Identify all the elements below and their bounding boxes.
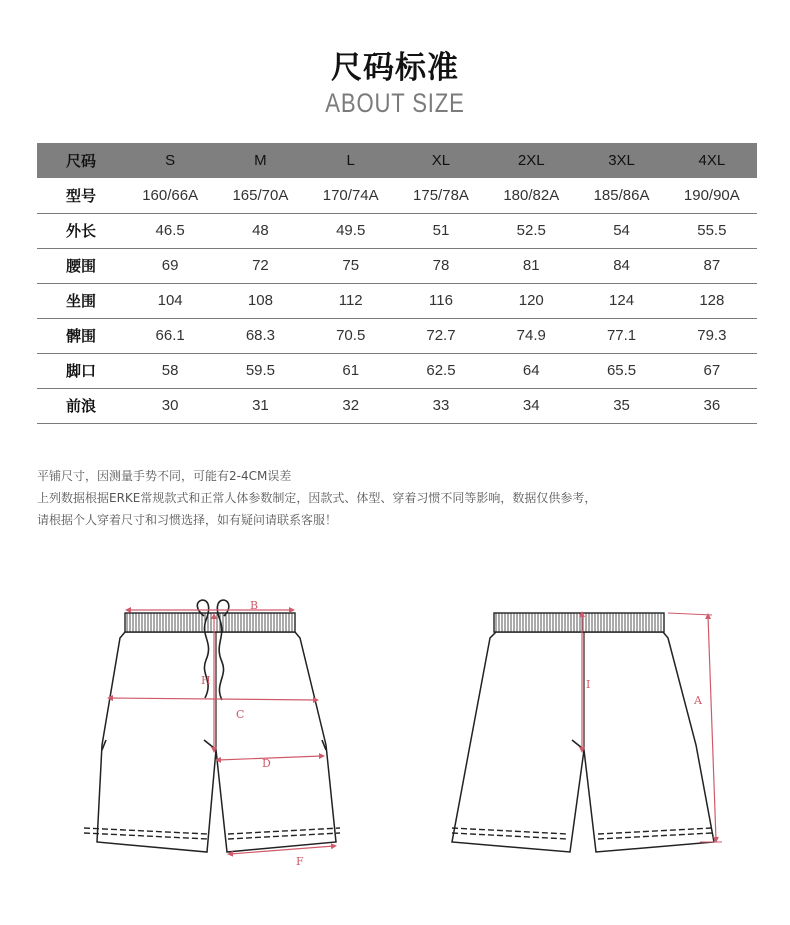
- measure-label-d: D: [262, 757, 271, 770]
- table-cell: 35: [576, 388, 666, 423]
- note-line: 上列数据根据ERKE常规款式和正常人体参数制定，因款式、体型、穿着习惯不同等影响，数据仅供参考，: [37, 491, 597, 505]
- measure-label-c: C: [236, 708, 245, 721]
- row-label: 腰围: [37, 248, 125, 283]
- column-header: L: [306, 143, 396, 178]
- column-header: 2XL: [486, 143, 576, 178]
- row-label: 前浪: [37, 388, 125, 423]
- row-label: 髀围: [37, 318, 125, 353]
- column-header: 4XL: [667, 143, 757, 178]
- table-cell: 68.3: [215, 318, 305, 353]
- table-cell: 67: [667, 353, 757, 388]
- shorts-measurement-diagram: [0, 580, 790, 880]
- row-label: 外长: [37, 213, 125, 248]
- table-cell: 34: [486, 388, 576, 423]
- table-cell: 112: [306, 283, 396, 318]
- note-line: 请根据个人穿着尺寸和习惯选择，如有疑问请联系客服！: [37, 513, 338, 527]
- table-cell: 59.5: [215, 353, 305, 388]
- table-cell: 87: [667, 248, 757, 283]
- table-cell: 32: [306, 388, 396, 423]
- measure-label-i: I: [586, 678, 591, 691]
- waistband-back: [494, 613, 664, 632]
- measure-label-a: A: [694, 694, 702, 707]
- table-cell: 52.5: [486, 213, 576, 248]
- table-row: [37, 283, 757, 318]
- waistband-front: [125, 613, 295, 632]
- table-cell: 180/82A: [486, 178, 576, 213]
- table-cell: 49.5: [306, 213, 396, 248]
- table-cell: 78: [396, 248, 486, 283]
- table-cell: 46.5: [125, 213, 215, 248]
- page-title: 尺码标准: [331, 50, 459, 86]
- size-table-header-row: [37, 143, 757, 178]
- shorts-back-view: [452, 613, 722, 852]
- table-cell: 75: [306, 248, 396, 283]
- table-cell: 51: [396, 213, 486, 248]
- table-cell: 70.5: [306, 318, 396, 353]
- table-row: [37, 248, 757, 283]
- table-cell: 170/74A: [306, 178, 396, 213]
- table-cell: 33: [396, 388, 486, 423]
- table-cell: 74.9: [486, 318, 576, 353]
- table-cell: 55.5: [667, 213, 757, 248]
- size-notes: [37, 465, 757, 531]
- table-cell: 31: [215, 388, 305, 423]
- table-cell: 48: [215, 213, 305, 248]
- table-cell: 36: [667, 388, 757, 423]
- table-row: [37, 388, 757, 423]
- table-cell: 120: [486, 283, 576, 318]
- table-cell: 165/70A: [215, 178, 305, 213]
- column-header: S: [125, 143, 215, 178]
- table-cell: 104: [125, 283, 215, 318]
- table-cell: 64: [486, 353, 576, 388]
- measure-label-b: B: [250, 599, 259, 612]
- table-cell: 79.3: [667, 318, 757, 353]
- row-label: 型号: [37, 178, 125, 213]
- measure-ext-top: [668, 613, 712, 615]
- table-cell: 61: [306, 353, 396, 388]
- table-row: [37, 178, 757, 213]
- table-cell: 124: [576, 283, 666, 318]
- table-row: [37, 318, 757, 353]
- table-cell: 72.7: [396, 318, 486, 353]
- table-cell: 62.5: [396, 353, 486, 388]
- column-header: 尺码: [37, 143, 125, 178]
- size-table-body: [37, 178, 757, 423]
- table-row: [37, 353, 757, 388]
- row-label: 脚口: [37, 353, 125, 388]
- column-header: XL: [396, 143, 486, 178]
- table-row: [37, 213, 757, 248]
- table-cell: 81: [486, 248, 576, 283]
- measure-label-h: H: [201, 674, 211, 687]
- table-cell: 54: [576, 213, 666, 248]
- table-cell: 116: [396, 283, 486, 318]
- row-label: 坐围: [37, 283, 125, 318]
- table-cell: 69: [125, 248, 215, 283]
- column-header: M: [215, 143, 305, 178]
- table-cell: 58: [125, 353, 215, 388]
- table-cell: 65.5: [576, 353, 666, 388]
- table-cell: 84: [576, 248, 666, 283]
- table-cell: 77.1: [576, 318, 666, 353]
- page-subtitle: ABOUT SIZE: [325, 88, 465, 118]
- shorts-back-outline: [452, 632, 714, 852]
- table-cell: 30: [125, 388, 215, 423]
- table-cell: 185/86A: [576, 178, 666, 213]
- table-cell: 160/66A: [125, 178, 215, 213]
- size-table: [37, 143, 757, 424]
- measure-label-f: F: [296, 855, 304, 868]
- column-header: 3XL: [576, 143, 666, 178]
- shorts-front-view: [84, 599, 340, 868]
- table-cell: 190/90A: [667, 178, 757, 213]
- table-cell: 72: [215, 248, 305, 283]
- note-line: 平铺尺寸，因测量手势不同，可能有2-4CM误差: [37, 469, 292, 483]
- table-cell: 175/78A: [396, 178, 486, 213]
- table-cell: 128: [667, 283, 757, 318]
- table-cell: 66.1: [125, 318, 215, 353]
- table-cell: 108: [215, 283, 305, 318]
- measure-line-a: [708, 616, 716, 840]
